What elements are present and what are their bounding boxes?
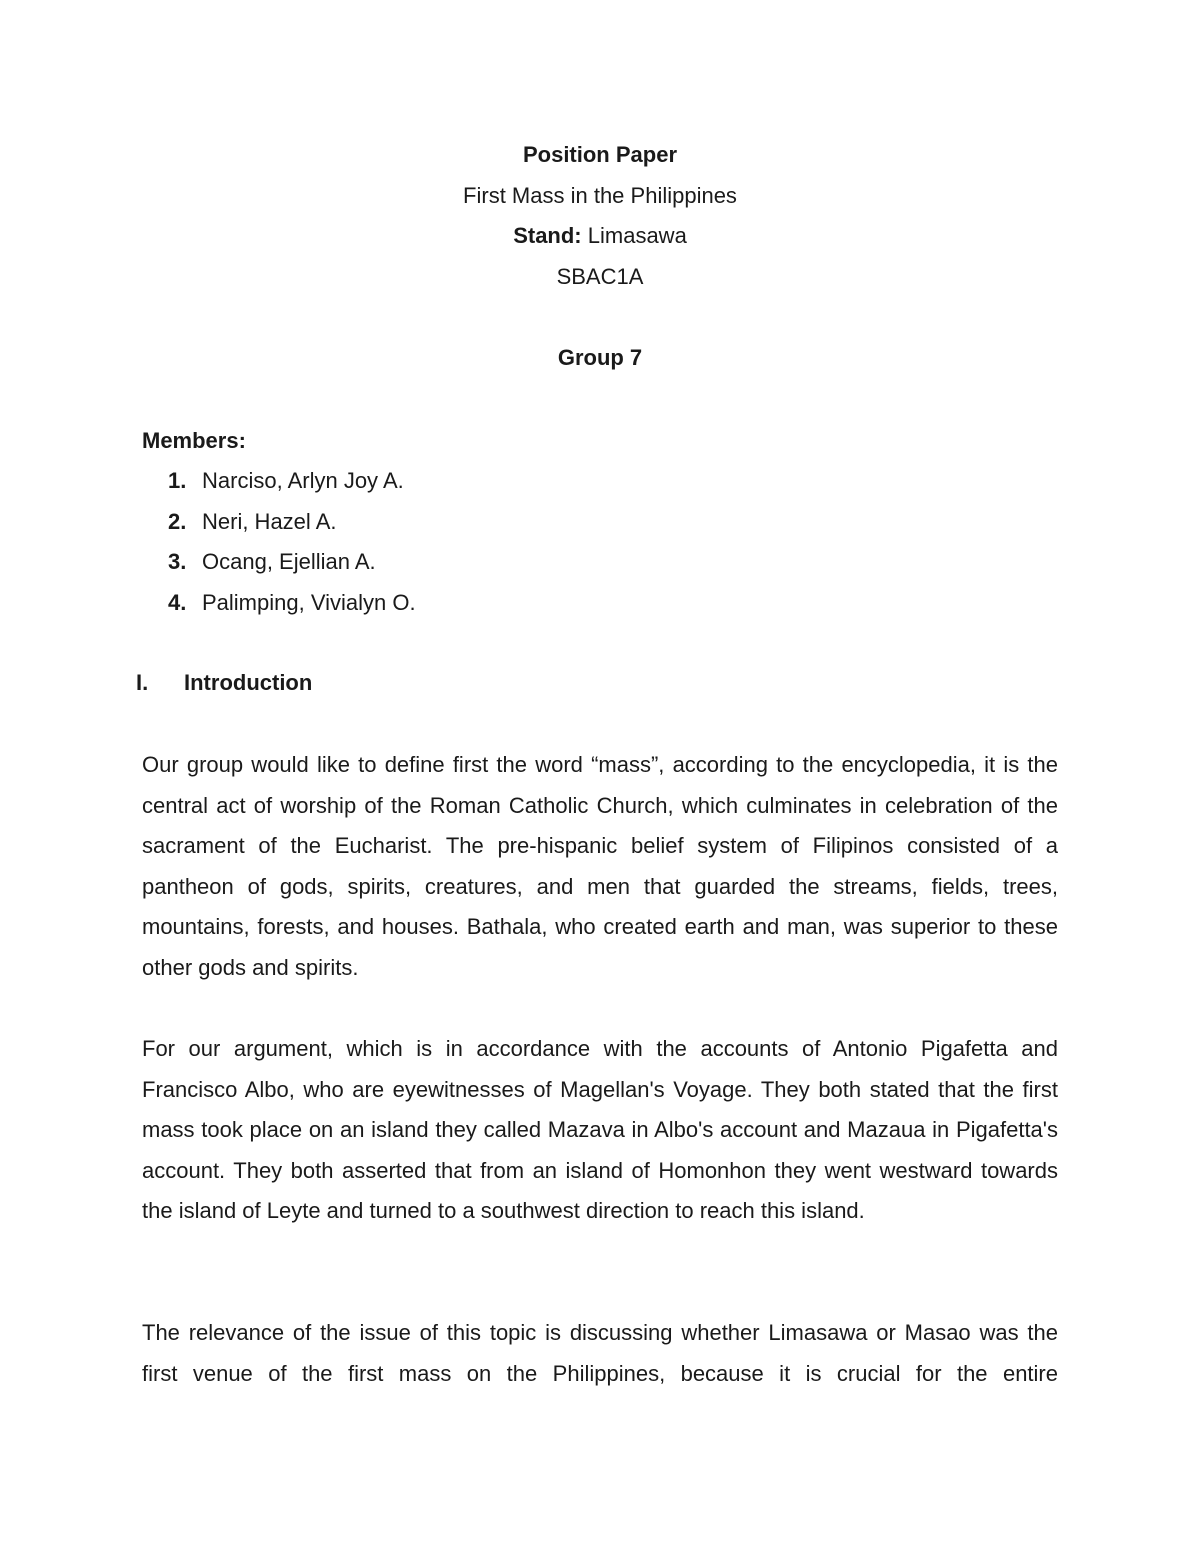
list-item	[142, 507, 416, 548]
paragraph: The relevance of the issue of this topic is discussing whether Limasawa or Masao was the first venue of the first mass on the Philippines, because it is crucial for the entire	[142, 1320, 1058, 1386]
section-title: Introduction	[184, 670, 313, 695]
member-name: Narciso, Arlyn Joy A.	[202, 468, 404, 493]
section-code: SBAC1A	[556, 264, 644, 289]
list-item	[142, 547, 416, 588]
document-title: Position Paper	[522, 142, 678, 167]
stand-value: Limasawa	[587, 223, 687, 248]
member-name: Neri, Hazel A.	[202, 508, 337, 534]
list-item	[142, 466, 416, 507]
section-number: I.	[136, 670, 149, 695]
member-name: Ocang, Ejellian A.	[202, 549, 376, 574]
section-heading-introduction	[136, 668, 312, 698]
paragraph: Our group would like to define first the word “mass”, according to the encyclopedia, it is the central act of worship of the Roman Catholic Church, which culminates in celebration of the sacrament of the Eucharist. The pre-hispanic belief system of Filipinos consisted of a pantheon of gods, spirits, creatures, and men that guarded the streams, fields, trees, mountains, forests, and houses. Bathala, who created earth and man, was superior to these other gods and spirits.	[142, 752, 1058, 980]
paragraph: For our argument, which is in accordance with the accounts of Antonio Pigafetta and Francisco Albo, who are eyewitnesses of Magellan's Voyage. They both stated that the first mass took place on an island they called Mazava in Albo's account and Mazaua in Pigafetta's account. They both asserted that from an island of Homonhon they went westward towards the island of Leyte and turned to a southwest direction to reach this island.	[142, 1036, 1058, 1223]
list-number: 3.	[168, 549, 187, 574]
members-heading: Members:	[142, 428, 246, 453]
stand-label: Stand:	[513, 223, 582, 248]
list-number: 1.	[168, 468, 187, 493]
members-list	[142, 466, 416, 628]
list-number: 2.	[168, 508, 187, 534]
member-name: Palimping, Vivialyn O.	[202, 589, 416, 615]
document-subtitle: First Mass in the Philippines	[463, 183, 737, 208]
list-number: 4.	[168, 589, 187, 615]
group-name: Group 7	[557, 345, 643, 370]
stand-line	[0, 221, 1200, 251]
list-item	[142, 588, 416, 629]
